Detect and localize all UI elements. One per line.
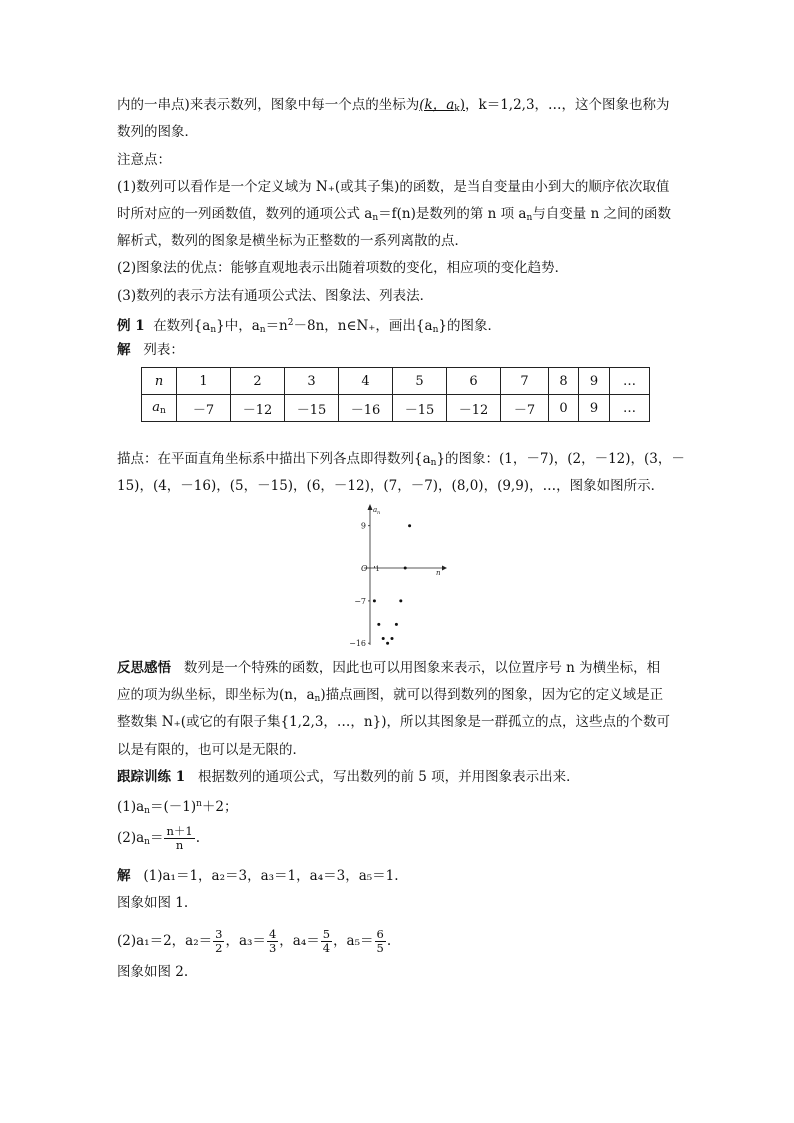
solution-label: 解 xyxy=(117,342,131,358)
f3-num: 5 xyxy=(322,927,331,941)
answer-line-1 xyxy=(117,866,399,886)
table-cell: －7 xyxy=(501,395,549,422)
fraction-3 xyxy=(321,928,332,955)
data-point xyxy=(399,599,402,602)
answer-line-2 xyxy=(117,928,391,955)
sub-n: n xyxy=(144,806,150,816)
notes-heading: 注意点： xyxy=(117,152,171,168)
data-point xyxy=(386,642,389,645)
example-text-e: }的图象． xyxy=(438,318,501,334)
table-cell: … xyxy=(610,395,650,422)
answer-2-c: ，a₄＝ xyxy=(279,933,320,949)
chart-points xyxy=(373,524,411,645)
table-cell: … xyxy=(610,368,650,395)
example-text-a: 在数列{a xyxy=(153,318,211,334)
coord-close: ) xyxy=(459,97,466,113)
q1-sup: n xyxy=(196,799,202,809)
plot-line-1 xyxy=(117,449,685,473)
data-point xyxy=(408,524,411,527)
note-1-text-c: 与自变量 n 之间的函数 xyxy=(532,206,672,222)
answer-2-d: ，a₅＝ xyxy=(333,933,374,949)
table-cell: －12 xyxy=(447,395,501,422)
intro-line-1 xyxy=(117,95,670,119)
answer-2-b: ，a₃＝ xyxy=(225,933,266,949)
plot-line-2: 15)，(4，－16)，(5，－15)，(6，－12)，(7，－7)，(8,0)，(9,9)，…，图象如图所示． xyxy=(117,478,665,494)
training-q1 xyxy=(117,794,237,821)
fraction-2 xyxy=(267,928,278,955)
table-cell: 3 xyxy=(285,368,339,395)
note-1-line-3: 解析式，数列的图象是横坐标为正整数的一系列离散的点． xyxy=(117,233,468,249)
table-cell: 4 xyxy=(339,368,393,395)
solution-text: 列表： xyxy=(143,342,184,358)
q2-numerator: n＋1 xyxy=(166,824,193,838)
f4-den: 5 xyxy=(376,941,384,955)
example-1 xyxy=(117,313,501,340)
intro-text: 内的一串点)来表示数列，图象中每一个点的坐标为 xyxy=(117,97,420,113)
table-cell: 1 xyxy=(177,368,231,395)
answer-label: 解 xyxy=(117,868,131,884)
table-cell: 9 xyxy=(579,368,610,395)
q2-denominator: n xyxy=(175,838,184,852)
table-cell: －15 xyxy=(285,395,339,422)
example-text-c: ＝n xyxy=(265,318,288,334)
fraction-1 xyxy=(213,928,224,955)
example-label: 例 1 xyxy=(117,318,145,334)
y-axis-arrow xyxy=(368,504,373,510)
x-axis-arrow xyxy=(442,566,447,571)
table-row-n xyxy=(142,368,650,395)
answer-2-a: (2)a₁＝2，a₂＝ xyxy=(117,933,213,949)
header-a-text: a xyxy=(152,400,160,415)
table-cell: －7 xyxy=(177,395,231,422)
coord-open: (k，a xyxy=(419,97,455,113)
header-n-text: n xyxy=(154,373,164,389)
note-2: (2)图象法的优点：能够直观地表示出随着项数的变化，相应项的变化趋势． xyxy=(117,260,569,276)
table-cell: 6 xyxy=(447,368,501,395)
table-header-an xyxy=(142,395,177,422)
reflection-text-2a: 应的项为纵坐标，即坐标为(n，a xyxy=(117,687,315,703)
f2-den: 3 xyxy=(268,941,277,955)
intro-line-2: 数列的图象． xyxy=(117,124,198,140)
note-3: (3)数列的表示方法有通项公式法、图象法、列表法． xyxy=(117,288,434,304)
sub-n: n xyxy=(144,837,150,847)
training-text: 根据数列的通项公式，写出数列的前 5 项，并用图象表示出来． xyxy=(197,769,580,785)
table-cell: 8 xyxy=(549,368,579,395)
table-cell: 0 xyxy=(549,395,579,422)
note-1-line-2 xyxy=(117,204,671,228)
chart-axes xyxy=(364,504,447,645)
note-1-text-b: ＝f(n)是数列的第 n 项 a xyxy=(378,206,527,222)
q2-fraction xyxy=(164,825,194,852)
sub-n: n xyxy=(259,325,266,335)
reflection-text-2b: )描点画图，就可以得到数列的图象，因为它的定义域是正 xyxy=(320,687,664,703)
sub-n: n xyxy=(314,694,321,704)
q1-c: ＋2； xyxy=(201,799,238,815)
answer-1: (1)a₁＝1，a₂＝3，a₃＝1，a₄＝3，a₅＝1. xyxy=(143,868,399,884)
table-header-n xyxy=(142,368,177,395)
f1-den: 2 xyxy=(215,941,223,955)
coord-sub: k xyxy=(454,104,460,114)
q1-b: ＝(－1) xyxy=(149,799,197,815)
table-row-an xyxy=(142,395,650,422)
sequence-scatter-chart xyxy=(330,500,460,650)
training-q2 xyxy=(117,825,200,852)
q1-a: (1)a xyxy=(117,799,145,815)
data-point xyxy=(395,623,398,626)
table-cell: －12 xyxy=(231,395,285,422)
data-point xyxy=(404,567,407,570)
y-axis-label: a xyxy=(373,506,378,514)
answer-2-end: . xyxy=(386,933,392,949)
y-tick-label: −16 xyxy=(349,639,366,649)
table-cell: －16 xyxy=(339,395,393,422)
chart-labels xyxy=(349,506,441,648)
sub-n: n xyxy=(432,325,439,335)
reflection-line-2 xyxy=(117,685,663,709)
coordinate-notation xyxy=(419,97,465,113)
plot-text-b: }的图象：(1，－7)，(2，－12)，(3，－ xyxy=(436,451,685,467)
sub-n: n xyxy=(430,458,437,468)
f4-num: 6 xyxy=(376,927,384,941)
q2-end: . xyxy=(195,830,200,846)
q2-b: ＝ xyxy=(149,830,164,846)
reflection-line-4: 以是有限的，也可以是无限的． xyxy=(117,742,306,758)
note-1-line-1: (1)数列可以看作是一个定义域为 N₊(或其子集)的函数，是当自变量由小到大的顺序依次取值 xyxy=(117,179,670,195)
plot-text-a: 描点：在平面直角坐标系中描出下列各点即得数列{a xyxy=(117,451,431,467)
data-point xyxy=(391,637,394,640)
values-table xyxy=(141,367,650,422)
answer-1-figure: 图象如图 1. xyxy=(117,895,189,911)
reflection-label: 反思感悟 xyxy=(117,660,171,676)
table-cell: －15 xyxy=(393,395,447,422)
intro-text-cont: ，k＝1,2,3，…，这个图象也称为 xyxy=(465,97,670,113)
x-axis-label: n xyxy=(436,569,441,577)
training-line xyxy=(117,767,580,787)
y-axis-label-sub: n xyxy=(377,510,381,516)
sub-n: n xyxy=(526,213,533,223)
data-point xyxy=(373,599,376,602)
reflection-line-1 xyxy=(117,658,660,678)
origin-label: O xyxy=(361,564,368,573)
table-cell: 2 xyxy=(231,368,285,395)
note-1-text-a: 时所对应的一列函数值，数列的通项公式 a xyxy=(117,206,373,222)
f1-num: 3 xyxy=(215,927,223,941)
reflection-line-3: 整数集 N₊(或它的有限子集{1,2,3，…，n})，所以其图象是一群孤立的点，这些点的个数可 xyxy=(117,714,670,730)
x-tick-label: 1 xyxy=(375,565,380,573)
f2-num: 4 xyxy=(268,927,277,941)
example-text-d: －8n，n∈N₊，画出{a xyxy=(293,318,433,334)
example-text-b: }中，a xyxy=(216,318,260,334)
fraction-4 xyxy=(375,928,386,955)
f3-den: 4 xyxy=(322,941,331,955)
table-cell: 7 xyxy=(501,368,549,395)
header-a-sub: n xyxy=(159,406,166,416)
answer-2-figure: 图象如图 2. xyxy=(117,964,189,980)
reflection-text-1: 数列是一个特殊的函数，因此也可以用图象来表示，以位置序号 n 为横坐标，相 xyxy=(183,660,661,676)
sup-2: 2 xyxy=(287,318,294,328)
data-point xyxy=(382,637,385,640)
training-label: 跟踪训练 1 xyxy=(117,769,186,785)
y-tick-label: −7 xyxy=(354,596,366,606)
sub-n: n xyxy=(372,213,379,223)
data-point xyxy=(377,623,380,626)
y-tick-label: 9 xyxy=(360,521,366,531)
table-cell: 9 xyxy=(579,395,610,422)
sub-n: n xyxy=(210,325,217,335)
table-cell: 5 xyxy=(393,368,447,395)
q2-a: (2)a xyxy=(117,830,145,846)
solution-line xyxy=(117,340,184,360)
